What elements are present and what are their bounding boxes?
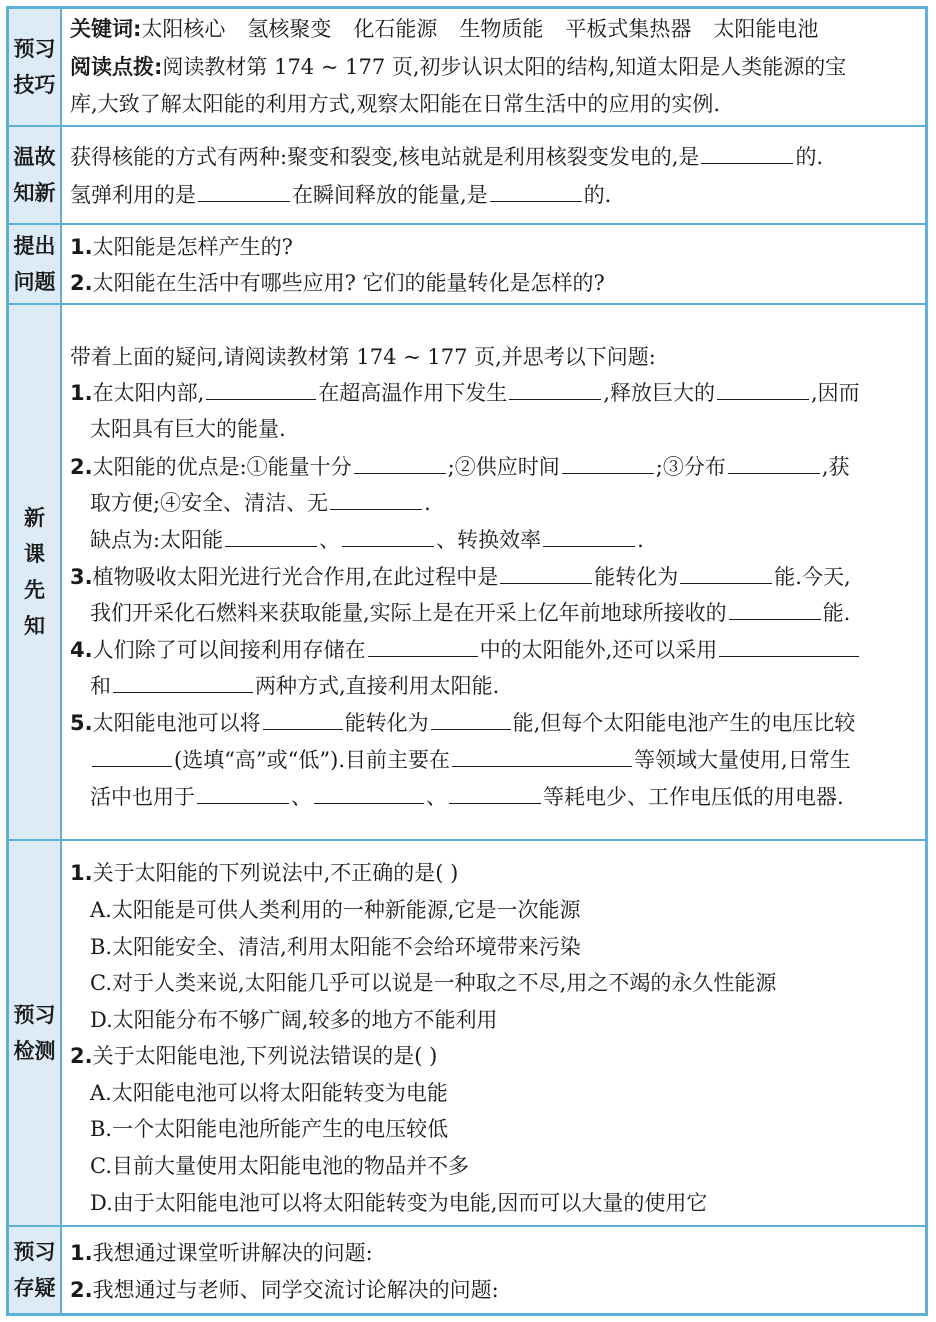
section-label-review [9,127,62,223]
section-label-questions [9,225,62,303]
review-content [70,127,919,223]
label-text: 新 课 先 知 [24,506,45,638]
item-5-line-3 [70,781,919,813]
keywords-line [70,13,919,45]
text: 太阳能的优点是:①能量十分 [92,455,352,479]
label-text: 提出 问题 [13,234,56,294]
doubt-2 [70,1274,919,1306]
text: 太阳能电池可以将 [92,711,261,735]
text: ,因而 [810,381,860,405]
section-new-knowledge [9,305,925,841]
item-number: 1. [70,235,93,259]
text: 植物吸收太阳光进行光合作用,在此过程中是 [92,565,499,589]
fill-blank[interactable] [562,451,654,474]
fill-blank[interactable] [263,707,343,730]
intro-line: 带着上面的疑问,请阅读教材第 174 ~ 177 页,并思考以下问题: [70,345,656,369]
option-d[interactable]: D.太阳能分布不够广阔,较多的地方不能利用 [90,1008,498,1032]
item-number: 2. [70,1044,93,1068]
item-number: 2. [70,1278,93,1302]
fill-blank[interactable] [225,524,317,547]
item-number: 1. [70,1241,93,1265]
label-text: 预习 存疑 [13,1240,56,1300]
item-4-line-1 [70,634,919,666]
question-1 [70,231,919,263]
tips-content [70,9,919,125]
fill-blank[interactable] [197,781,289,804]
fill-blank[interactable] [431,707,511,730]
text: 等耗电少、工作电压低的用电器. [543,785,844,809]
option-c[interactable]: C.对于人类来说,太阳能几乎可以说是一种取之不尽,用之不竭的永久性能源 [90,971,777,995]
text: 、 [291,785,312,809]
text: . [637,528,644,552]
fill-blank[interactable] [500,561,592,584]
text: 、 [426,785,447,809]
text: ;②供应时间 [447,455,560,479]
option-d[interactable]: D.由于太阳能电池可以将太阳能转变为电能,因而可以大量的使用它 [90,1191,708,1215]
fill-blank[interactable] [314,781,424,804]
item-number: 2. [70,455,93,479]
item-number: 3. [70,565,93,589]
worksheet [6,6,928,1316]
fill-blank[interactable] [342,524,434,547]
text: 能转化为 [344,711,429,735]
fill-blank[interactable] [719,634,859,657]
item-5-line-1 [70,707,919,739]
label-text: 温故 知新 [13,145,56,205]
option-b[interactable]: B.一个太阳能电池所能产生的电压较低 [90,1117,449,1141]
fill-blank[interactable] [452,744,632,767]
text: 的. [583,183,612,207]
check-question-2 [70,1040,919,1072]
text: 在太阳内部, [92,381,205,405]
text: 氢弹利用的是 [70,183,196,207]
fill-blank[interactable] [92,744,172,767]
text: 在超高温作用下发生 [318,381,508,405]
fill-blank[interactable] [490,179,582,202]
option-a[interactable]: A.太阳能电池可以将太阳能转变为电能 [90,1081,448,1105]
fill-blank[interactable] [330,487,422,510]
text: 和 [90,674,111,698]
text: 在瞬间释放的能量,是 [292,183,488,207]
item-number: 1. [70,381,93,405]
fill-blank[interactable] [113,670,253,693]
new-knowledge-content [70,305,919,839]
section-check [9,841,925,1227]
item-number: 1. [70,861,93,885]
text: 关于太阳能电池,下列说法错误的是( ) [92,1044,438,1068]
keyword: 生物质能 [459,17,544,41]
item-5-line-2 [70,744,919,776]
text: 太阳能在生活中有哪些应用? 它们的能量转化是怎样的? [92,271,605,295]
option-b[interactable]: B.太阳能安全、清洁,利用太阳能不会给环境带来污染 [90,935,581,959]
text: . [424,491,431,515]
fill-blank[interactable] [717,377,809,400]
label-text: 预习 技巧 [13,37,56,97]
fill-blank[interactable] [198,179,290,202]
section-label-doubts [9,1227,62,1313]
option-c[interactable]: C.目前大量使用太阳能电池的物品并不多 [90,1154,469,1178]
fill-blank[interactable] [206,377,316,400]
item-number: 5. [70,711,93,735]
text: 缺点为:太阳能 [90,528,224,552]
item-2-line-2 [70,487,919,519]
doubt-1 [70,1237,919,1269]
option-a[interactable]: A.太阳能是可供人类利用的一种新能源,它是一次能源 [90,898,581,922]
item-4-line-2 [70,670,919,702]
text: 、转换效率 [436,528,542,552]
reading-label: 阅读点拨: [70,55,163,79]
item-3-line-1 [70,561,919,593]
text: 的. [795,145,824,169]
text: 我想通过课堂听讲解决的问题: [92,1241,373,1265]
text: ,释放巨大的 [603,381,715,405]
item-2-line-3 [70,524,919,556]
text: 能,但每个太阳能电池产生的电压比较 [512,711,856,735]
fill-blank[interactable] [680,561,772,584]
item-2-line-1 [70,451,919,483]
text: 能转化为 [594,565,679,589]
text: 我们开采化石燃料来获取能量,实际上是在开采上亿年前地球所接收的 [90,601,727,625]
keyword: 化石能源 [353,17,438,41]
text: 取方便;④安全、清洁、无 [90,491,329,515]
fill-blank[interactable] [354,451,446,474]
item-1-line-2: 太阳具有巨大的能量. [90,417,286,441]
text: 、 [319,528,341,552]
doubts-content [70,1227,919,1313]
fill-blank[interactable] [509,377,601,400]
text: 活中也用于 [90,785,195,809]
fill-blank[interactable] [728,451,820,474]
text: 我想通过与老师、同学交流讨论解决的问题: [92,1278,499,1302]
text: ,获 [821,455,850,479]
reading-text: 阅读教材第 174 ~ 177 页,初步认识太阳的结构,知道太阳是人类能源的宝 [162,55,847,79]
keywords-label: 关键词: [70,17,142,41]
label-text: 预习 检测 [13,1003,56,1063]
keyword: 氢核聚变 [247,17,332,41]
fill-blank[interactable] [543,524,635,547]
text: 太阳能是怎样产生的? [92,235,293,259]
text: 能. [822,601,851,625]
fill-blank[interactable] [449,781,541,804]
text: 能.今天, [774,565,851,589]
text: 人们除了可以间接利用存储在 [92,638,366,662]
fill-blank[interactable] [368,634,478,657]
review-line-2 [70,179,919,211]
item-3-line-2 [70,597,919,629]
section-tips [9,9,925,127]
reading-line-1 [70,51,919,83]
question-2 [70,267,919,299]
text: (选填“高”或“低”).目前主要在 [174,748,451,772]
text: 等领域大量使用,日常生 [634,748,851,772]
text: 中的太阳能外,还可以采用 [479,638,718,662]
section-review [9,127,925,225]
item-number: 4. [70,638,93,662]
section-label-new-knowledge [9,305,62,839]
section-label-tips [9,9,62,125]
check-question-1 [70,857,919,889]
section-questions [9,225,925,305]
fill-blank[interactable] [729,597,821,620]
keyword: 太阳核心 [141,17,226,41]
item-1-line-1 [70,377,919,409]
section-doubts [9,1227,925,1313]
check-content [70,841,919,1225]
questions-content [70,225,919,303]
text: ;③分布 [655,455,726,479]
section-label-check [9,841,62,1225]
keyword: 平板式集热器 [565,17,692,41]
reading-line-2: 库,大致了解太阳能的利用方式,观察太阳能在日常生活中的应用的实例. [70,92,721,116]
item-number: 2. [70,271,93,295]
text: 获得核能的方式有两种:聚变和裂变,核电站就是利用核裂变发电的,是 [70,145,700,169]
text: 两种方式,直接利用太阳能. [255,674,500,698]
fill-blank[interactable] [701,141,793,164]
keyword: 太阳能电池 [713,17,819,41]
review-line-1 [70,141,919,173]
text: 关于太阳能的下列说法中,不正确的是( ) [92,861,459,885]
